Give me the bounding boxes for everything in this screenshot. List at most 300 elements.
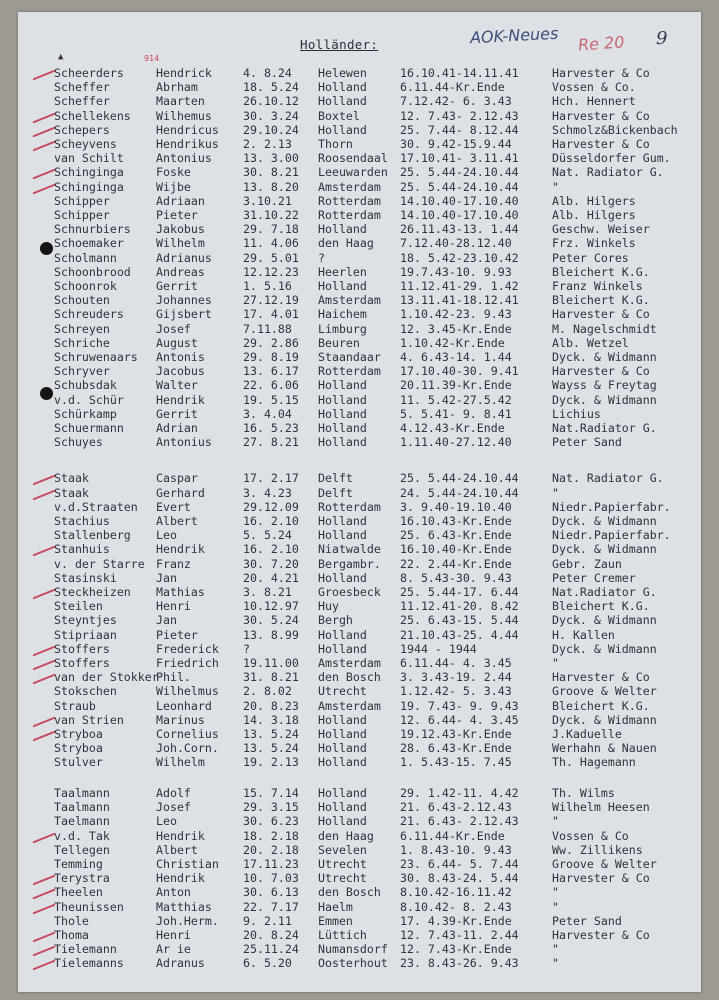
birth-place: Holland: [318, 528, 367, 543]
birth-place: den Haag: [318, 236, 374, 251]
birth-place: Amsterdam: [318, 179, 381, 194]
employment-period: 19.12.43-Kr.Ende: [400, 727, 512, 741]
first-name: Antonius: [156, 435, 212, 450]
birth-date: 3. 4.04: [243, 406, 292, 421]
table-row: [18, 279, 701, 293]
birth-place: Holland: [318, 785, 367, 800]
first-name: Hendricus: [156, 122, 219, 137]
first-name: Leo: [156, 528, 177, 543]
employer: Peter Sand: [552, 913, 622, 928]
first-name: Wilhelm: [156, 236, 205, 251]
employment-period: 7.12.42- 6. 3.43: [400, 94, 512, 109]
first-name: Adranus: [156, 956, 205, 971]
last-name: Terystra: [54, 871, 110, 886]
employment-period: 20.11.39-Kr.Ende: [400, 378, 512, 393]
last-name: Schürkamp: [54, 406, 117, 421]
birth-date: 30. 7.20: [243, 556, 299, 571]
employer: Vossen & Co: [552, 828, 629, 843]
last-name: Schinginga: [54, 179, 124, 194]
table-row: [18, 407, 701, 421]
employment-period: 12. 3.45-Kr.Ende: [400, 321, 512, 336]
last-name: Schoonbrood: [54, 264, 131, 279]
last-name: Taalmann: [54, 800, 110, 815]
first-name: Christian: [156, 856, 219, 871]
birth-date: 29.12.09: [243, 499, 299, 514]
last-name: Stryboa: [54, 727, 103, 741]
table-row: [18, 109, 701, 123]
birth-place: Haelm: [318, 899, 353, 914]
birth-place: Holland: [318, 755, 367, 770]
table-row: [18, 857, 701, 871]
birth-place: Holland: [318, 122, 367, 137]
last-name: Scheffer: [54, 80, 110, 95]
check-mark-icon: [32, 183, 55, 194]
check-mark-icon: [32, 731, 55, 742]
birth-date: 13. 8.20: [243, 179, 299, 194]
employer: Peter Sand: [552, 435, 622, 450]
first-name: Evert: [156, 499, 191, 514]
last-name: Stasinski: [54, 570, 117, 585]
employer: Wayss & Freytag: [552, 378, 657, 393]
employer: Dyck. & Widmann: [552, 350, 657, 364]
table-row: [18, 885, 701, 899]
birth-date: 14. 3.18: [243, 712, 299, 727]
first-name: Gerhard: [156, 485, 205, 500]
last-name: Steilen: [54, 599, 103, 614]
employment-period: 1944 - 1944: [400, 641, 477, 656]
first-name: Cornelius: [156, 727, 219, 741]
check-mark-icon: [32, 70, 55, 81]
employment-period: 19.7.43-10. 9.93: [400, 264, 512, 279]
last-name: Schellekens: [54, 108, 131, 123]
employer: Franz Winkels: [552, 279, 643, 293]
birth-place: Holland: [318, 727, 367, 741]
employer: J.Kaduelle: [552, 727, 622, 741]
first-name: Jacobus: [156, 364, 205, 379]
table-row: [18, 956, 701, 970]
table-row: [18, 528, 701, 542]
birth-date: 17. 2.17: [243, 471, 299, 486]
birth-place: Amsterdam: [318, 293, 381, 308]
table-row: [18, 471, 701, 485]
check-mark-icon: [32, 489, 55, 500]
birth-date: 16. 5.23: [243, 421, 299, 435]
first-name: Hendrikus: [156, 137, 219, 151]
birth-place: Utrecht: [318, 856, 367, 871]
table-row: [18, 684, 701, 698]
first-name: Albert: [156, 842, 198, 857]
employer: Dyck. & Widmann: [552, 613, 657, 628]
birth-place: Bergh: [318, 613, 353, 628]
employer: Th. Wilms: [552, 785, 615, 800]
first-name: Pieter: [156, 208, 198, 222]
last-name: Stoffers: [54, 656, 110, 670]
first-name: Jakobus: [156, 222, 205, 237]
employment-period: 25. 5.44-24.10.44: [400, 179, 519, 194]
employment-period: 1.10.42-23. 9.43: [400, 307, 512, 322]
check-mark-icon: [32, 141, 55, 152]
last-name: Schipper: [54, 208, 110, 222]
employment-period: 5. 5.41- 9. 8.41: [400, 406, 512, 421]
employment-period: 8.10.42- 8. 2.43: [400, 899, 512, 914]
table-row: [18, 914, 701, 928]
employer: Wilhelm Heesen: [552, 800, 650, 815]
page-number: 9: [656, 28, 668, 49]
birth-place: Huy: [318, 599, 339, 614]
employment-period: 11.12.41-29. 1.42: [400, 279, 519, 293]
last-name: Schoonrok: [54, 279, 117, 293]
birth-date: 20. 8.23: [243, 698, 299, 713]
employment-period: 25. 6.43-Kr.Ende: [400, 528, 512, 543]
employment-period: 1.12.42- 5. 3.43: [400, 684, 512, 699]
employer: Bleichert K.G.: [552, 599, 650, 614]
employer: Alb. Hilgers: [552, 208, 636, 222]
employer: Dyck. & Widmann: [552, 641, 657, 656]
employment-period: 25. 5.44-24.10.44: [400, 165, 519, 180]
table-row: [18, 900, 701, 914]
last-name: Tellegen: [54, 842, 110, 857]
birth-place: Haichem: [318, 307, 367, 322]
small-handwritten-number: 914: [144, 54, 160, 63]
birth-place: Leeuwarden: [318, 165, 388, 180]
table-row: [18, 486, 701, 500]
birth-place: Holland: [318, 570, 367, 585]
table-row: [18, 208, 701, 222]
employment-period: 3. 3.43-19. 2.44: [400, 670, 512, 685]
table-row: [18, 393, 701, 407]
last-name: Tielemann: [54, 942, 117, 957]
employer: Bleichert K.G.: [552, 264, 650, 279]
birth-place: Amsterdam: [318, 656, 381, 670]
birth-place: Utrecht: [318, 684, 367, 699]
employer: ": [552, 956, 559, 971]
birth-place: Sevelen: [318, 842, 367, 857]
employer: Harvester & Co: [552, 927, 650, 942]
last-name: Stokschen: [54, 684, 117, 699]
birth-date: 13. 8.99: [243, 627, 299, 642]
table-row: [18, 94, 701, 108]
employer: Geschw. Weiser: [552, 222, 650, 237]
birth-place: Holland: [318, 406, 367, 421]
birth-date: 29. 8.19: [243, 350, 299, 364]
birth-date: 1. 5.16: [243, 279, 292, 293]
employment-period: 11.12.41-20. 8.42: [400, 599, 519, 614]
birth-date: 25.11.24: [243, 942, 299, 957]
check-mark-icon: [32, 674, 55, 685]
employer: Alb. Wetzel: [552, 335, 629, 350]
first-name: Antonis: [156, 350, 205, 364]
birth-date: 11. 4.06: [243, 236, 299, 251]
birth-date: 7.11.88: [243, 321, 292, 336]
birth-date: ?: [243, 641, 250, 656]
check-mark-icon: [32, 589, 55, 600]
first-name: Joh.Herm.: [156, 913, 219, 928]
first-name: August: [156, 335, 198, 350]
birth-place: Helewen: [318, 66, 367, 80]
table-row: [18, 755, 701, 769]
employment-period: 12. 7.43- 2.12.43: [400, 108, 519, 123]
employment-period: 14.10.40-17.10.40: [400, 193, 519, 208]
first-name: Adriaan: [156, 193, 205, 208]
last-name: Schriche: [54, 335, 110, 350]
last-name: Schnurbiers: [54, 222, 131, 237]
last-name: Scholmann: [54, 250, 117, 265]
birth-date: 17. 4.01: [243, 307, 299, 322]
birth-place: Rotterdam: [318, 208, 381, 222]
birth-date: 4. 8.24: [243, 66, 292, 80]
employer: Alb. Hilgers: [552, 193, 636, 208]
employer: Harvester & Co: [552, 66, 650, 80]
employer: Lichius: [552, 406, 601, 421]
table-row: [18, 137, 701, 151]
first-name: Hendrik: [156, 542, 205, 557]
employment-period: 1. 5.43-15. 7.45: [400, 755, 512, 770]
employer: ": [552, 656, 559, 670]
employment-period: 6.11.44- 4. 3.45: [400, 656, 512, 670]
birth-place: den Bosch: [318, 670, 381, 685]
table-row: [18, 435, 701, 449]
employer: Werhahn & Nauen: [552, 741, 657, 756]
first-name: Jan: [156, 613, 177, 628]
last-name: van Schilt: [54, 151, 124, 166]
employer: Peter Cremer: [552, 570, 636, 585]
last-name: Stulver: [54, 755, 103, 770]
check-mark-icon: [32, 126, 55, 137]
table-row: [18, 336, 701, 350]
employer: Niedr.Papierfabr.: [552, 499, 671, 514]
birth-place: Utrecht: [318, 871, 367, 886]
first-name: Mathias: [156, 585, 205, 599]
first-name: Abrham: [156, 80, 198, 95]
birth-date: 13. 5.24: [243, 741, 299, 756]
employment-period: 7.12.40-28.12.40: [400, 236, 512, 251]
last-name: Theelen: [54, 885, 103, 900]
table-row: [18, 585, 701, 599]
table-row: [18, 871, 701, 885]
employer: Schmolz&Bickenbach: [552, 122, 678, 137]
birth-date: 13. 5.24: [243, 727, 299, 741]
birth-place: Holland: [318, 627, 367, 642]
table-row: [18, 642, 701, 656]
first-name: Gerrit: [156, 279, 198, 293]
last-name: Stryboa: [54, 741, 103, 756]
employment-period: 1.10.42-Kr.Ende: [400, 335, 505, 350]
birth-place: Holland: [318, 94, 367, 109]
birth-place: Holland: [318, 378, 367, 393]
employment-period: 6.11.44-Kr.Ende: [400, 828, 505, 843]
birth-date: 18. 5.24: [243, 80, 299, 95]
table-row: [18, 613, 701, 627]
table-row: [18, 251, 701, 265]
employment-period: 4.12.43-Kr.Ende: [400, 421, 505, 435]
birth-date: 29. 7.18: [243, 222, 299, 237]
birth-place: Holland: [318, 800, 367, 815]
last-name: v.d. Schür: [54, 392, 124, 407]
birth-date: 3. 4.23: [243, 485, 292, 500]
handwritten-annotation: AOK-Neues: [469, 23, 559, 48]
employment-period: 3. 9.40-19.10.40: [400, 499, 512, 514]
employer: Peter Cores: [552, 250, 629, 265]
employer: Nat. Radiator G.: [552, 165, 664, 180]
last-name: Scheyvens: [54, 137, 117, 151]
first-name: Frederick: [156, 641, 219, 656]
first-name: Johannes: [156, 293, 212, 308]
table-row: [18, 364, 701, 378]
employer: Harvester & Co: [552, 364, 650, 379]
employment-period: 21. 6.43-2.12.43: [400, 800, 512, 815]
check-mark-icon: [32, 716, 55, 727]
last-name: Scheerders: [54, 66, 124, 80]
first-name: Adrian: [156, 421, 198, 435]
birth-place: Holland: [318, 421, 367, 435]
employment-period: 12. 7.43-Kr.Ende: [400, 942, 512, 957]
table-row: [18, 350, 701, 364]
employer: Harvester & Co: [552, 670, 650, 685]
last-name: Taelmann: [54, 814, 110, 829]
last-name: Schouten: [54, 293, 110, 308]
employment-period: 8. 5.43-30. 9.43: [400, 570, 512, 585]
birth-date: 20. 2.18: [243, 842, 299, 857]
birth-date: 20. 4.21: [243, 570, 299, 585]
table-row: [18, 236, 701, 250]
first-name: Henri: [156, 599, 191, 614]
table-row: [18, 123, 701, 137]
birth-place: ?: [318, 250, 325, 265]
employer: ": [552, 942, 559, 957]
last-name: Schinginga: [54, 165, 124, 180]
employment-period: 8.10.42-16.11.42: [400, 885, 512, 900]
birth-date: 2. 8.02: [243, 684, 292, 699]
first-name: Hendrick: [156, 66, 212, 80]
last-name: Thoma: [54, 927, 89, 942]
employer: Dyck. & Widmann: [552, 712, 657, 727]
birth-date: 30. 6.23: [243, 814, 299, 829]
birth-date: 31.10.22: [243, 208, 299, 222]
first-name: Josef: [156, 321, 191, 336]
last-name: Temming: [54, 856, 103, 871]
last-name: van der Stokker: [54, 670, 159, 685]
last-name: Schubsdak: [54, 378, 117, 393]
first-name: Phil.: [156, 670, 191, 685]
birth-date: 22. 6.06: [243, 378, 299, 393]
birth-place: Heerlen: [318, 264, 367, 279]
table-row: [18, 571, 701, 585]
last-name: Tielemanns: [54, 956, 124, 971]
last-name: Schoemaker: [54, 236, 124, 251]
employer: ": [552, 179, 559, 194]
table-row: [18, 265, 701, 279]
table-row: [18, 741, 701, 755]
employer: Groove & Welter: [552, 856, 657, 871]
first-name: Wilhemus: [156, 108, 212, 123]
birth-place: Holland: [318, 741, 367, 756]
first-name: Foske: [156, 165, 191, 180]
check-mark-icon: [32, 475, 55, 486]
employer: Vossen & Co.: [552, 80, 636, 95]
employment-period: 21.10.43-25. 4.44: [400, 627, 519, 642]
employment-period: 30. 8.43-24. 5.44: [400, 871, 519, 886]
employer: Bleichert K.G.: [552, 698, 650, 713]
employment-period: 25. 5.44-24.10.44: [400, 471, 519, 486]
birth-date: 30. 8.21: [243, 165, 299, 180]
employment-period: 25. 7.44- 8.12.44: [400, 122, 519, 137]
check-mark-icon: [32, 112, 55, 123]
table-row: [18, 180, 701, 194]
birth-place: Niatwalde: [318, 542, 381, 557]
birth-date: 15. 7.14: [243, 785, 299, 800]
birth-date: 20. 8.24: [243, 927, 299, 942]
birth-date: 26.10.12: [243, 94, 299, 109]
first-name: Josef: [156, 800, 191, 815]
birth-place: Emmen: [318, 913, 353, 928]
first-name: Wijbe: [156, 179, 191, 194]
employment-period: 28. 6.43-Kr.Ende: [400, 741, 512, 756]
last-name: Stipriaan: [54, 627, 117, 642]
employer: ": [552, 485, 559, 500]
first-name: Maarten: [156, 94, 205, 109]
first-name: Andreas: [156, 264, 205, 279]
first-name: Ar ie: [156, 942, 191, 957]
birth-place: Holland: [318, 712, 367, 727]
employment-period: 16.10.41-14.11.41: [400, 66, 519, 80]
check-mark-icon: [32, 832, 55, 843]
birth-date: 3.10.21: [243, 193, 292, 208]
employment-period: 26.11.43-13. 1.44: [400, 222, 519, 237]
last-name: Stallenberg: [54, 528, 131, 543]
table-row: [18, 699, 701, 713]
birth-place: Holland: [318, 222, 367, 237]
employer: Groove & Welter: [552, 684, 657, 699]
table-row: [18, 829, 701, 843]
employer: Harvester & Co: [552, 108, 650, 123]
table-row: [18, 500, 701, 514]
table-row: [18, 194, 701, 208]
employer: Harvester & Co: [552, 307, 650, 322]
birth-place: Numansdorf: [318, 942, 388, 957]
table-row: [18, 928, 701, 942]
table-row: [18, 322, 701, 336]
last-name: Thole: [54, 913, 89, 928]
first-name: Caspar: [156, 471, 198, 486]
check-mark-icon: [32, 931, 55, 942]
birth-date: 27. 8.21: [243, 435, 299, 450]
table-row: [18, 713, 701, 727]
birth-place: Delft: [318, 485, 353, 500]
first-name: Hendrik: [156, 392, 205, 407]
birth-date: 6. 5.20: [243, 956, 292, 971]
birth-date: 19.11.00: [243, 656, 299, 670]
last-name: Schuyes: [54, 435, 103, 450]
table-row: [18, 727, 701, 741]
table-row: [18, 222, 701, 236]
check-mark-icon: [32, 546, 55, 557]
employment-period: 13.11.41-18.12.41: [400, 293, 519, 308]
first-name: Adrianus: [156, 250, 212, 265]
table-row: [18, 80, 701, 94]
last-name: Taalmann: [54, 785, 110, 800]
birth-date: 29. 3.15: [243, 800, 299, 815]
employer: Th. Hagemann: [552, 755, 636, 770]
employer: ": [552, 814, 559, 829]
table-row: [18, 942, 701, 956]
last-name: van Strien: [54, 712, 124, 727]
table-row: [18, 542, 701, 556]
check-mark-icon: [32, 903, 55, 914]
birth-date: 30. 5.24: [243, 613, 299, 628]
check-mark-icon: [32, 946, 55, 957]
birth-date: 3. 8.21: [243, 585, 292, 599]
birth-place: den Haag: [318, 828, 374, 843]
